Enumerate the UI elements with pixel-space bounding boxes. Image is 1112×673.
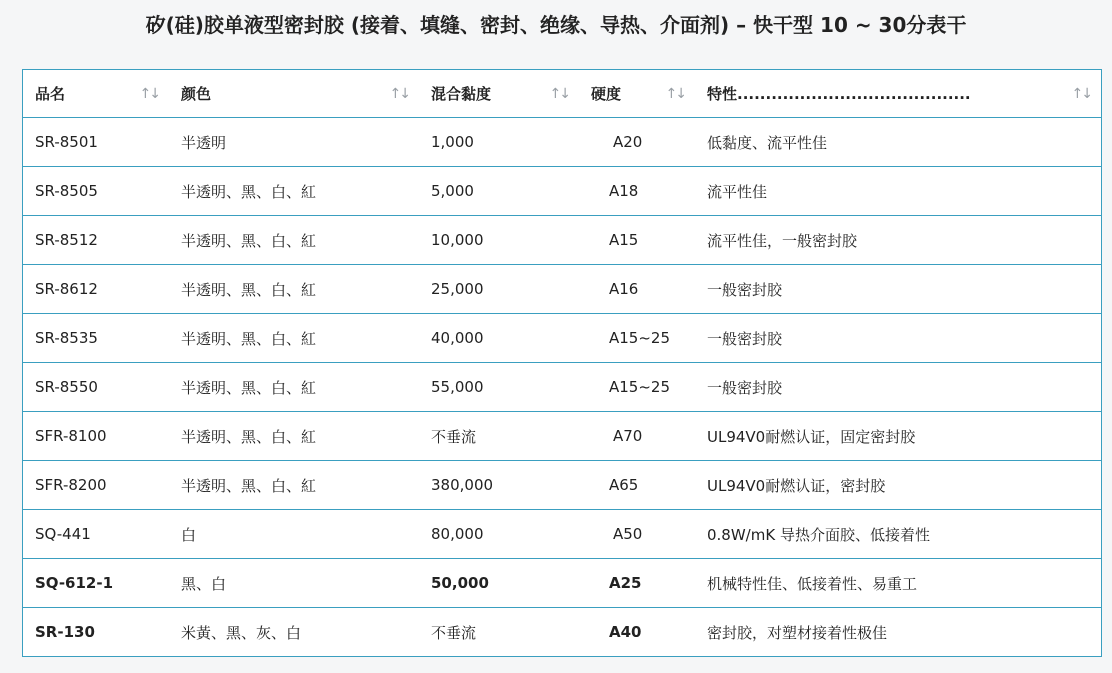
cell-feature: UL94V0耐燃认证，固定密封胶 [695,412,1101,461]
cell-name: SR-130 [35,623,95,641]
cell-name: SFR-8200 [23,461,169,510]
cell-hardness: A65 [579,461,695,510]
cell-hardness: A20 [579,118,695,167]
cell-name: SR-8512 [23,216,169,265]
cell-hardness: A18 [579,167,695,216]
table-row [23,412,1101,461]
column-header-viscosity[interactable] [419,70,579,118]
cell-viscosity: 1,000 [419,118,579,167]
cell-name: SR-8550 [23,363,169,412]
column-header-color[interactable] [169,70,419,118]
cell-hardness: A16 [579,265,695,314]
cell-feature: 流平性佳，一般密封胶 [695,216,1101,265]
cell-feature: 机械特性佳、低接着性、易重工 [695,559,1101,608]
cell-color: 半透明、黑、白、紅 [169,216,419,265]
cell-name: SQ-441 [23,510,169,559]
cell-name: SR-8535 [23,314,169,363]
table-row [23,314,1101,363]
cell-name: SFR-8100 [23,412,169,461]
cell-color: 半透明、黑、白、紅 [169,461,419,510]
cell-hardness: A15 [579,216,695,265]
cell-hardness: A25 [579,559,695,608]
column-header-label: 特性......................................... [707,85,971,103]
cell-viscosity: 10,000 [419,216,579,265]
product-table [23,70,1101,656]
cell-hardness: A15~25 [579,363,695,412]
cell-color: 黑、白 [169,559,419,608]
cell-hardness: A15~25 [579,314,695,363]
cell-hardness: A40 [609,623,642,641]
sort-icon[interactable]: ↑↓ [1071,85,1091,102]
cell-hardness: A50 [579,510,695,559]
table-header [23,70,1101,118]
cell-name: SQ-612-1 [23,559,169,608]
column-header-hardness[interactable] [579,70,695,118]
cell-viscosity: 80,000 [419,510,579,559]
cell-viscosity: 不垂流 [419,412,579,461]
cell-feature: 一般密封胶 [695,314,1101,363]
cell-viscosity: 25,000 [419,265,579,314]
page-title: 矽(硅)胶单液型密封胶 (接着、填缝、密封、绝缘、导热、介面剂) – 快干型 10 ~ 30分表干 [145,13,967,37]
column-header-name[interactable] [23,70,169,118]
table-row [23,559,1101,608]
product-table-container [22,69,1102,657]
table-row [23,118,1101,167]
table-header-row [23,70,1101,118]
cell-viscosity: 40,000 [419,314,579,363]
cell-color: 半透明、黑、白、紅 [169,363,419,412]
cell-color: 米黃、黑、灰、白 [181,623,302,642]
table-row [23,265,1101,314]
column-header-label: 颜色 [181,85,212,103]
sort-icon[interactable]: ↑↓ [139,85,159,102]
table-body [23,118,1101,657]
cell-feature: 密封胶，对塑材接着性极佳 [707,623,888,642]
cell-feature: 一般密封胶 [695,363,1101,412]
sort-icon[interactable]: ↑↓ [665,85,685,102]
table-row [23,167,1101,216]
cell-color: 半透明、黑、白、紅 [169,265,419,314]
table-row [23,510,1101,559]
cell-feature: 0.8W/mK 导热介面胶、低接着性 [695,510,1101,559]
cell-name: SR-8505 [23,167,169,216]
cell-feature: 一般密封胶 [695,265,1101,314]
cell-feature: UL94V0耐燃认证，密封胶 [695,461,1101,510]
column-header-feature[interactable] [695,70,1101,118]
table-row [23,216,1101,265]
sort-icon[interactable]: ↑↓ [389,85,409,102]
cell-hardness: A70 [579,412,695,461]
cell-viscosity: 不垂流 [431,623,477,642]
sort-icon[interactable]: ↑↓ [549,85,569,102]
table-row [23,363,1101,412]
cell-name: SR-8501 [23,118,169,167]
cell-viscosity: 380,000 [419,461,579,510]
cell-viscosity: 50,000 [419,559,579,608]
cell-feature: 流平性佳 [695,167,1101,216]
table-row [23,461,1101,510]
column-header-label: 硬度 [591,85,622,103]
cell-name: SR-8612 [23,265,169,314]
cell-color: 白 [169,510,419,559]
cell-color: 半透明、黑、白、紅 [169,314,419,363]
table-row [23,608,1101,657]
cell-viscosity: 5,000 [419,167,579,216]
cell-feature: 低黏度、流平性佳 [695,118,1101,167]
cell-viscosity: 55,000 [419,363,579,412]
cell-color: 半透明、黑、白、紅 [169,167,419,216]
cell-color: 半透明 [169,118,419,167]
cell-color: 半透明、黑、白、紅 [169,412,419,461]
column-header-label: 混合黏度 [431,85,492,103]
column-header-label: 品名 [35,85,66,103]
